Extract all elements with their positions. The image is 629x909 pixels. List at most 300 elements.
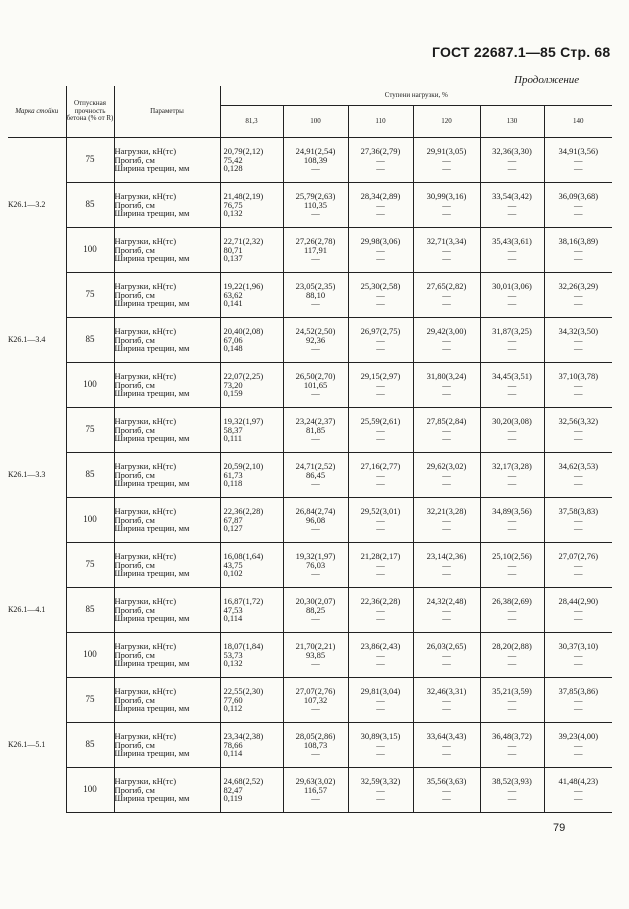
load-value: 23,86(2,43) bbox=[360, 640, 401, 651]
load-value: 38,16(3,89) bbox=[558, 235, 599, 246]
value-cell-130 bbox=[480, 678, 544, 723]
empty-value-dash: — bbox=[442, 433, 451, 444]
load-value: 36,09(3,68) bbox=[558, 190, 599, 201]
load-value: 34,91(3,56) bbox=[558, 145, 599, 156]
value-cell-120 bbox=[413, 723, 480, 768]
deflection-value: 117,91 bbox=[303, 244, 328, 255]
param-deflection-label: Прогиб, см bbox=[114, 154, 155, 165]
empty-value-dash: — bbox=[574, 253, 583, 264]
value-cell-110 bbox=[348, 138, 413, 183]
deflection-value: 76,75 bbox=[223, 199, 243, 210]
deflection-value: 43,75 bbox=[223, 559, 243, 570]
load-value: 39,23(4,00) bbox=[558, 730, 599, 741]
load-value: 19,22(1,96) bbox=[223, 280, 264, 291]
table-row bbox=[8, 588, 612, 633]
empty-value-dash: — bbox=[574, 424, 583, 435]
empty-value-dash: — bbox=[507, 199, 517, 210]
empty-value-dash: — bbox=[376, 514, 385, 525]
empty-value-dash: — bbox=[442, 739, 451, 750]
empty-value-dash: — bbox=[376, 208, 385, 219]
empty-value-dash: — bbox=[311, 523, 320, 534]
value-cell-81 bbox=[220, 588, 283, 633]
empty-value-dash: — bbox=[507, 703, 517, 714]
param-load-label: Нагрузки, кН(тс) bbox=[114, 280, 177, 291]
mark-cell: К26.1—3.2 bbox=[8, 138, 66, 273]
crack-width-value: 0,119 bbox=[223, 793, 243, 804]
empty-value-dash: — bbox=[507, 163, 517, 174]
strength-cell: 100 bbox=[66, 768, 114, 813]
param-load-label: Нагрузки, кН(тс) bbox=[114, 190, 177, 201]
value-cell-100 bbox=[283, 228, 348, 273]
value-cell-100 bbox=[283, 183, 348, 228]
value-cell-100 bbox=[283, 273, 348, 318]
table-row bbox=[8, 138, 612, 183]
crack-width-value: 0,132 bbox=[223, 658, 243, 669]
table-row bbox=[8, 408, 612, 453]
value-cell-110 bbox=[348, 183, 413, 228]
value-cell-140 bbox=[544, 498, 612, 543]
load-value: 37,58(3,83) bbox=[558, 505, 599, 516]
crack-width-value: 0,112 bbox=[223, 703, 243, 714]
mark-cell: К26.1—3.3 bbox=[8, 408, 66, 543]
load-value: 34,32(3,50) bbox=[558, 325, 599, 336]
params-cell bbox=[114, 768, 220, 813]
value-cell-100 bbox=[283, 768, 348, 813]
deflection-value: 93,85 bbox=[305, 649, 326, 660]
params-cell bbox=[114, 138, 220, 183]
load-value: 24,52(2,50) bbox=[295, 325, 336, 336]
load-value: 32,36(3,30) bbox=[492, 145, 532, 156]
load-value: 29,62(3,02) bbox=[426, 460, 467, 471]
param-crack-width-label: Ширина трещин, мм bbox=[114, 298, 190, 309]
deflection-value: 75,42 bbox=[223, 154, 243, 165]
crack-width-value: 0,137 bbox=[223, 253, 243, 264]
load-value: 34,45(3,51) bbox=[492, 370, 532, 381]
crack-width-value: 0,132 bbox=[223, 208, 243, 219]
params-cell bbox=[114, 408, 220, 453]
deflection-value: 108,39 bbox=[303, 154, 328, 165]
value-cell-81 bbox=[220, 273, 283, 318]
empty-value-dash: — bbox=[574, 793, 583, 804]
deflection-value: 58,37 bbox=[223, 424, 243, 435]
params-cell bbox=[114, 318, 220, 363]
strength-cell: 100 bbox=[66, 498, 114, 543]
value-cell-120 bbox=[413, 768, 480, 813]
load-value: 23,14(2,36) bbox=[426, 550, 467, 561]
empty-value-dash: — bbox=[442, 514, 451, 525]
crack-width-value: 0,114 bbox=[223, 613, 243, 624]
load-value: 32,56(3,32) bbox=[558, 415, 599, 426]
empty-value-dash: — bbox=[574, 388, 583, 399]
value-cell-120 bbox=[413, 228, 480, 273]
empty-value-dash: — bbox=[442, 523, 451, 534]
load-value: 25,79(2,63) bbox=[295, 190, 336, 201]
value-cell-110 bbox=[348, 363, 413, 408]
empty-value-dash: — bbox=[376, 433, 385, 444]
load-value: 35,56(3,63) bbox=[426, 775, 467, 786]
empty-value-dash: — bbox=[574, 784, 583, 795]
crack-width-value: 0,111 bbox=[223, 433, 242, 444]
empty-value-dash: — bbox=[442, 478, 451, 489]
params-cell bbox=[114, 453, 220, 498]
empty-value-dash: — bbox=[574, 658, 583, 669]
value-cell-140 bbox=[544, 183, 612, 228]
value-cell-120 bbox=[413, 633, 480, 678]
continuation-label: Продолжение bbox=[514, 74, 580, 86]
empty-value-dash: — bbox=[442, 289, 451, 300]
empty-value-dash: — bbox=[507, 343, 517, 354]
params-cell bbox=[114, 183, 220, 228]
empty-value-dash: — bbox=[442, 604, 451, 615]
load-value: 22,07(2,25) bbox=[223, 370, 264, 381]
strength-cell: 100 bbox=[66, 228, 114, 273]
param-load-label: Нагрузки, кН(тс) bbox=[114, 505, 177, 516]
load-value: 30,99(3,16) bbox=[426, 190, 467, 201]
empty-value-dash: — bbox=[442, 199, 451, 210]
empty-value-dash: — bbox=[442, 649, 451, 660]
empty-value-dash: — bbox=[376, 649, 385, 660]
empty-value-dash: — bbox=[442, 154, 451, 165]
strength-cell: 75 bbox=[66, 138, 114, 183]
step-header: 140 bbox=[544, 106, 612, 138]
load-value: 21,28(2,17) bbox=[360, 550, 401, 561]
value-cell-110 bbox=[348, 318, 413, 363]
deflection-value: 63,62 bbox=[223, 289, 243, 300]
table-row bbox=[8, 318, 612, 363]
strength-cell: 100 bbox=[66, 363, 114, 408]
load-value: 35,43(3,61) bbox=[492, 235, 532, 246]
value-cell-140 bbox=[544, 633, 612, 678]
empty-value-dash: — bbox=[311, 748, 320, 759]
empty-value-dash: — bbox=[376, 424, 385, 435]
value-cell-100 bbox=[283, 723, 348, 768]
load-value: 19,32(1,97) bbox=[223, 415, 264, 426]
empty-value-dash: — bbox=[574, 208, 583, 219]
load-value: 32,59(3,32) bbox=[360, 775, 401, 786]
empty-value-dash: — bbox=[442, 469, 451, 480]
empty-value-dash: — bbox=[507, 379, 517, 390]
param-load-label: Нагрузки, кН(тс) bbox=[114, 235, 177, 246]
value-cell-140 bbox=[544, 453, 612, 498]
param-crack-width-label: Ширина трещин, мм bbox=[114, 658, 190, 669]
empty-value-dash: — bbox=[507, 559, 517, 570]
crack-width-value: 0,114 bbox=[223, 748, 243, 759]
empty-value-dash: — bbox=[442, 748, 451, 759]
deflection-value: 96,08 bbox=[305, 514, 326, 525]
table-row bbox=[8, 453, 612, 498]
deflection-value: 101,65 bbox=[303, 379, 328, 390]
load-value: 22,71(2,32) bbox=[223, 235, 264, 246]
empty-value-dash: — bbox=[507, 208, 517, 219]
load-value: 29,52(3,01) bbox=[360, 505, 401, 516]
empty-value-dash: — bbox=[376, 298, 385, 309]
empty-value-dash: — bbox=[376, 739, 385, 750]
empty-value-dash: — bbox=[376, 793, 385, 804]
empty-value-dash: — bbox=[442, 694, 451, 705]
value-cell-140 bbox=[544, 723, 612, 768]
load-test-table bbox=[8, 86, 612, 813]
empty-value-dash: — bbox=[574, 298, 583, 309]
empty-value-dash: — bbox=[311, 658, 320, 669]
load-value: 38,52(3,93) bbox=[492, 775, 532, 786]
empty-value-dash: — bbox=[376, 334, 385, 345]
empty-value-dash: — bbox=[376, 784, 385, 795]
empty-value-dash: — bbox=[376, 469, 385, 480]
value-cell-110 bbox=[348, 498, 413, 543]
load-value: 20,79(2,12) bbox=[223, 145, 264, 156]
empty-value-dash: — bbox=[574, 604, 583, 615]
empty-value-dash: — bbox=[507, 613, 517, 624]
load-value: 24,71(2,52) bbox=[295, 460, 336, 471]
empty-value-dash: — bbox=[376, 694, 385, 705]
param-load-label: Нагрузки, кН(тс) bbox=[114, 325, 177, 336]
param-load-label: Нагрузки, кН(тс) bbox=[114, 370, 177, 381]
value-cell-81 bbox=[220, 183, 283, 228]
load-value: 26,38(2,69) bbox=[492, 595, 532, 606]
param-crack-width-label: Ширина трещин, мм bbox=[114, 343, 190, 354]
param-load-label: Нагрузки, кН(тс) bbox=[114, 550, 177, 561]
empty-value-dash: — bbox=[442, 568, 451, 579]
load-value: 36,48(3,72) bbox=[492, 730, 532, 741]
load-value: 20,30(2,07) bbox=[295, 595, 336, 606]
empty-value-dash: — bbox=[574, 199, 583, 210]
load-value: 29,98(3,06) bbox=[360, 235, 401, 246]
mark-cell: К26.1—4.1 bbox=[8, 543, 66, 678]
empty-value-dash: — bbox=[574, 703, 583, 714]
deflection-value: 82,47 bbox=[223, 784, 243, 795]
value-cell-81 bbox=[220, 723, 283, 768]
param-deflection-label: Прогиб, см bbox=[114, 244, 155, 255]
load-value: 26,84(2,74) bbox=[295, 505, 336, 516]
column-header-strength: Отпускная прочность бетона (% от R) bbox=[66, 86, 114, 138]
load-value: 29,42(3,00) bbox=[426, 325, 467, 336]
value-cell-130 bbox=[480, 498, 544, 543]
value-cell-100 bbox=[283, 588, 348, 633]
empty-value-dash: — bbox=[574, 154, 583, 165]
param-deflection-label: Прогиб, см bbox=[114, 289, 155, 300]
empty-value-dash: — bbox=[442, 703, 451, 714]
table-row bbox=[8, 678, 612, 723]
load-value: 16,87(1,72) bbox=[223, 595, 264, 606]
load-value: 23,34(2,38) bbox=[223, 730, 264, 741]
empty-value-dash: — bbox=[507, 793, 517, 804]
param-load-label: Нагрузки, кН(тс) bbox=[114, 595, 177, 606]
value-cell-140 bbox=[544, 138, 612, 183]
crack-width-value: 0,128 bbox=[223, 163, 243, 174]
deflection-value: 88,25 bbox=[305, 604, 326, 615]
value-cell-140 bbox=[544, 318, 612, 363]
empty-value-dash: — bbox=[376, 253, 385, 264]
load-value: 32,21(3,28) bbox=[426, 505, 467, 516]
empty-value-dash: — bbox=[574, 739, 583, 750]
empty-value-dash: — bbox=[442, 208, 451, 219]
load-value: 29,15(2,97) bbox=[360, 370, 401, 381]
empty-value-dash: — bbox=[311, 208, 320, 219]
empty-value-dash: — bbox=[507, 514, 517, 525]
param-crack-width-label: Ширина трещин, мм bbox=[114, 703, 190, 714]
strength-cell: 75 bbox=[66, 678, 114, 723]
value-cell-130 bbox=[480, 138, 544, 183]
empty-value-dash: — bbox=[507, 658, 517, 669]
load-value: 22,36(2,28) bbox=[223, 505, 264, 516]
strength-cell: 85 bbox=[66, 588, 114, 633]
empty-value-dash: — bbox=[311, 298, 320, 309]
value-cell-100 bbox=[283, 543, 348, 588]
param-crack-width-label: Ширина трещин, мм bbox=[114, 523, 190, 534]
empty-value-dash: — bbox=[574, 478, 583, 489]
value-cell-81 bbox=[220, 678, 283, 723]
value-cell-110 bbox=[348, 678, 413, 723]
param-crack-width-label: Ширина трещин, мм bbox=[114, 478, 190, 489]
empty-value-dash: — bbox=[442, 244, 451, 255]
empty-value-dash: — bbox=[442, 298, 451, 309]
page-number: 79 bbox=[553, 822, 566, 834]
empty-value-dash: — bbox=[442, 559, 451, 570]
empty-value-dash: — bbox=[507, 334, 517, 345]
value-cell-100 bbox=[283, 453, 348, 498]
step-header: 110 bbox=[348, 106, 413, 138]
table-row bbox=[8, 498, 612, 543]
deflection-value: 107,32 bbox=[303, 694, 328, 705]
load-value: 20,59(2,10) bbox=[223, 460, 264, 471]
step-header: 130 bbox=[480, 106, 544, 138]
empty-value-dash: — bbox=[507, 694, 517, 705]
value-cell-120 bbox=[413, 588, 480, 633]
params-cell bbox=[114, 678, 220, 723]
value-cell-81 bbox=[220, 138, 283, 183]
value-cell-81 bbox=[220, 768, 283, 813]
empty-value-dash: — bbox=[574, 343, 583, 354]
value-cell-100 bbox=[283, 363, 348, 408]
value-cell-120 bbox=[413, 678, 480, 723]
mark-cell: К26.1—3.4 bbox=[8, 273, 66, 408]
value-cell-140 bbox=[544, 228, 612, 273]
param-deflection-label: Прогиб, см bbox=[114, 604, 155, 615]
deflection-value: 76,03 bbox=[305, 559, 326, 570]
deflection-value: 61,73 bbox=[223, 469, 243, 480]
param-crack-width-label: Ширина трещин, мм bbox=[114, 613, 190, 624]
param-deflection-label: Прогиб, см bbox=[114, 559, 155, 570]
deflection-value: 88,10 bbox=[305, 289, 326, 300]
value-cell-110 bbox=[348, 768, 413, 813]
deflection-value: 67,87 bbox=[223, 514, 243, 525]
crack-width-value: 0,102 bbox=[223, 568, 243, 579]
load-value: 34,62(3,53) bbox=[558, 460, 599, 471]
value-cell-81 bbox=[220, 453, 283, 498]
strength-cell: 85 bbox=[66, 318, 114, 363]
value-cell-81 bbox=[220, 363, 283, 408]
deflection-value: 92,36 bbox=[305, 334, 326, 345]
empty-value-dash: — bbox=[376, 703, 385, 714]
load-value: 28,44(2,90) bbox=[558, 595, 599, 606]
value-cell-110 bbox=[348, 543, 413, 588]
table-row bbox=[8, 363, 612, 408]
load-value: 29,63(3,02) bbox=[295, 775, 336, 786]
crack-width-value: 0,127 bbox=[223, 523, 243, 534]
param-crack-width-label: Ширина трещин, мм bbox=[114, 793, 190, 804]
value-cell-100 bbox=[283, 318, 348, 363]
empty-value-dash: — bbox=[376, 388, 385, 399]
value-cell-140 bbox=[544, 678, 612, 723]
empty-value-dash: — bbox=[442, 253, 451, 264]
deflection-value: 77,60 bbox=[223, 694, 243, 705]
value-cell-110 bbox=[348, 588, 413, 633]
empty-value-dash: — bbox=[311, 163, 320, 174]
empty-value-dash: — bbox=[376, 613, 385, 624]
load-value: 31,87(3,25) bbox=[492, 325, 532, 336]
value-cell-110 bbox=[348, 273, 413, 318]
load-value: 16,08(1,64) bbox=[223, 550, 264, 561]
load-value: 21,48(2,19) bbox=[223, 190, 264, 201]
param-load-label: Нагрузки, кН(тс) bbox=[114, 685, 177, 696]
empty-value-dash: — bbox=[507, 388, 517, 399]
load-value: 24,91(2,54) bbox=[295, 145, 336, 156]
value-cell-120 bbox=[413, 183, 480, 228]
empty-value-dash: — bbox=[507, 469, 517, 480]
empty-value-dash: — bbox=[507, 748, 517, 759]
empty-value-dash: — bbox=[311, 478, 320, 489]
param-load-label: Нагрузки, кН(тс) bbox=[114, 415, 177, 426]
load-value: 27,07(2,76) bbox=[558, 550, 599, 561]
value-cell-130 bbox=[480, 588, 544, 633]
empty-value-dash: — bbox=[376, 559, 385, 570]
param-deflection-label: Прогиб, см bbox=[114, 514, 155, 525]
load-value: 27,85(2,84) bbox=[426, 415, 467, 426]
strength-cell: 75 bbox=[66, 408, 114, 453]
load-value: 21,70(2,21) bbox=[295, 640, 336, 651]
empty-value-dash: — bbox=[311, 433, 320, 444]
empty-value-dash: — bbox=[442, 379, 451, 390]
empty-value-dash: — bbox=[442, 658, 451, 669]
load-value: 32,26(3,29) bbox=[558, 280, 599, 291]
empty-value-dash: — bbox=[311, 793, 320, 804]
empty-value-dash: — bbox=[311, 568, 320, 579]
value-cell-140 bbox=[544, 273, 612, 318]
deflection-value: 86,45 bbox=[305, 469, 326, 480]
param-crack-width-label: Ширина трещин, мм bbox=[114, 388, 190, 399]
empty-value-dash: — bbox=[376, 343, 385, 354]
value-cell-130 bbox=[480, 633, 544, 678]
param-crack-width-label: Ширина трещин, мм bbox=[114, 568, 190, 579]
deflection-value: 108,73 bbox=[303, 739, 328, 750]
load-value: 28,34(2,89) bbox=[360, 190, 401, 201]
load-value: 22,55(2,30) bbox=[223, 685, 264, 696]
empty-value-dash: — bbox=[574, 163, 583, 174]
deflection-value: 67,06 bbox=[223, 334, 243, 345]
value-cell-120 bbox=[413, 408, 480, 453]
load-value: 33,64(3,43) bbox=[426, 730, 467, 741]
empty-value-dash: — bbox=[311, 253, 320, 264]
load-value: 23,05(2,35) bbox=[295, 280, 336, 291]
param-deflection-label: Прогиб, см bbox=[114, 424, 155, 435]
value-cell-130 bbox=[480, 768, 544, 813]
empty-value-dash: — bbox=[507, 739, 517, 750]
empty-value-dash: — bbox=[507, 433, 517, 444]
value-cell-110 bbox=[348, 633, 413, 678]
load-value: 37,10(3,78) bbox=[558, 370, 599, 381]
params-cell bbox=[114, 723, 220, 768]
table-row bbox=[8, 543, 612, 588]
strength-cell: 85 bbox=[66, 453, 114, 498]
value-cell-120 bbox=[413, 543, 480, 588]
param-crack-width-label: Ширина трещин, мм bbox=[114, 253, 190, 264]
empty-value-dash: — bbox=[442, 613, 451, 624]
empty-value-dash: — bbox=[442, 784, 451, 795]
table-row bbox=[8, 228, 612, 273]
value-cell-130 bbox=[480, 363, 544, 408]
load-value: 28,05(2,86) bbox=[295, 730, 336, 741]
strength-cell: 75 bbox=[66, 543, 114, 588]
